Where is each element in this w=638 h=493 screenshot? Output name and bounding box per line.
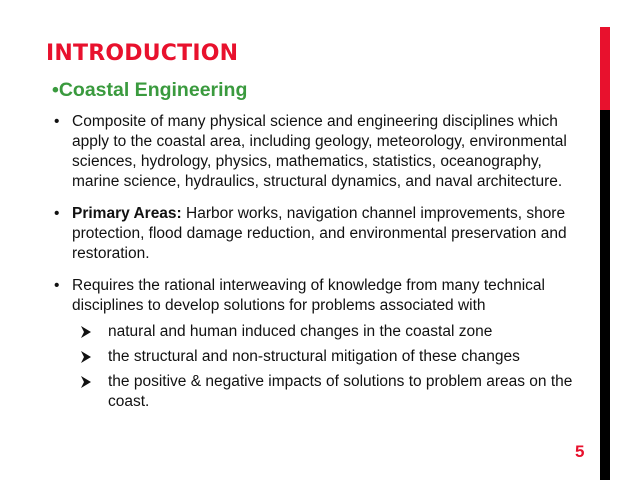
sub-bullet-text: natural and human induced changes in the coastal zone xyxy=(108,323,493,340)
bullet-lead: Primary Areas: xyxy=(72,205,182,222)
slide-title: INTRODUCTION xyxy=(46,41,239,66)
bullet-dot: • xyxy=(54,277,60,294)
bullet-dot: • xyxy=(54,113,60,130)
slide-subtitle: •Coastal Engineering xyxy=(52,79,248,101)
accent-bar-black xyxy=(600,110,610,480)
bullet-item xyxy=(52,276,592,412)
bullet-dot: • xyxy=(54,205,60,222)
bullet-item xyxy=(52,112,592,192)
bullet-text: Requires the rational interweaving of knowledge from many technical disciplines to develop solutions for problems associated with xyxy=(72,277,545,314)
arrow-right-icon xyxy=(80,375,92,389)
sub-bullet-text: the structural and non-structural mitigation of these changes xyxy=(108,348,520,365)
bullet-text: Composite of many physical science and engineering disciplines which apply to the coastal area, including geology, meteorology, environmental sciences, hydrology, physics, mathematics, statistics, oceanography, marine science, hydraulics, structural dynamics, and naval architecture. xyxy=(72,113,567,190)
bullet-list xyxy=(52,112,592,424)
accent-bar-red xyxy=(600,27,610,110)
sub-bullet-list xyxy=(72,322,592,412)
sub-bullet-item xyxy=(72,322,592,342)
sub-bullet-item xyxy=(72,347,592,367)
arrow-right-icon xyxy=(80,325,92,339)
sub-bullet-item xyxy=(72,372,592,412)
bullet-item xyxy=(52,204,592,264)
page-number: 5 xyxy=(575,442,585,461)
arrow-right-icon xyxy=(80,350,92,364)
sub-bullet-text: the positive & negative impacts of solutions to problem areas on the coast. xyxy=(108,373,573,410)
bullet-text: Harbor works, navigation channel improvements, shore protection, flood damage reduction, and environmental preservation and restoration. xyxy=(72,205,567,262)
